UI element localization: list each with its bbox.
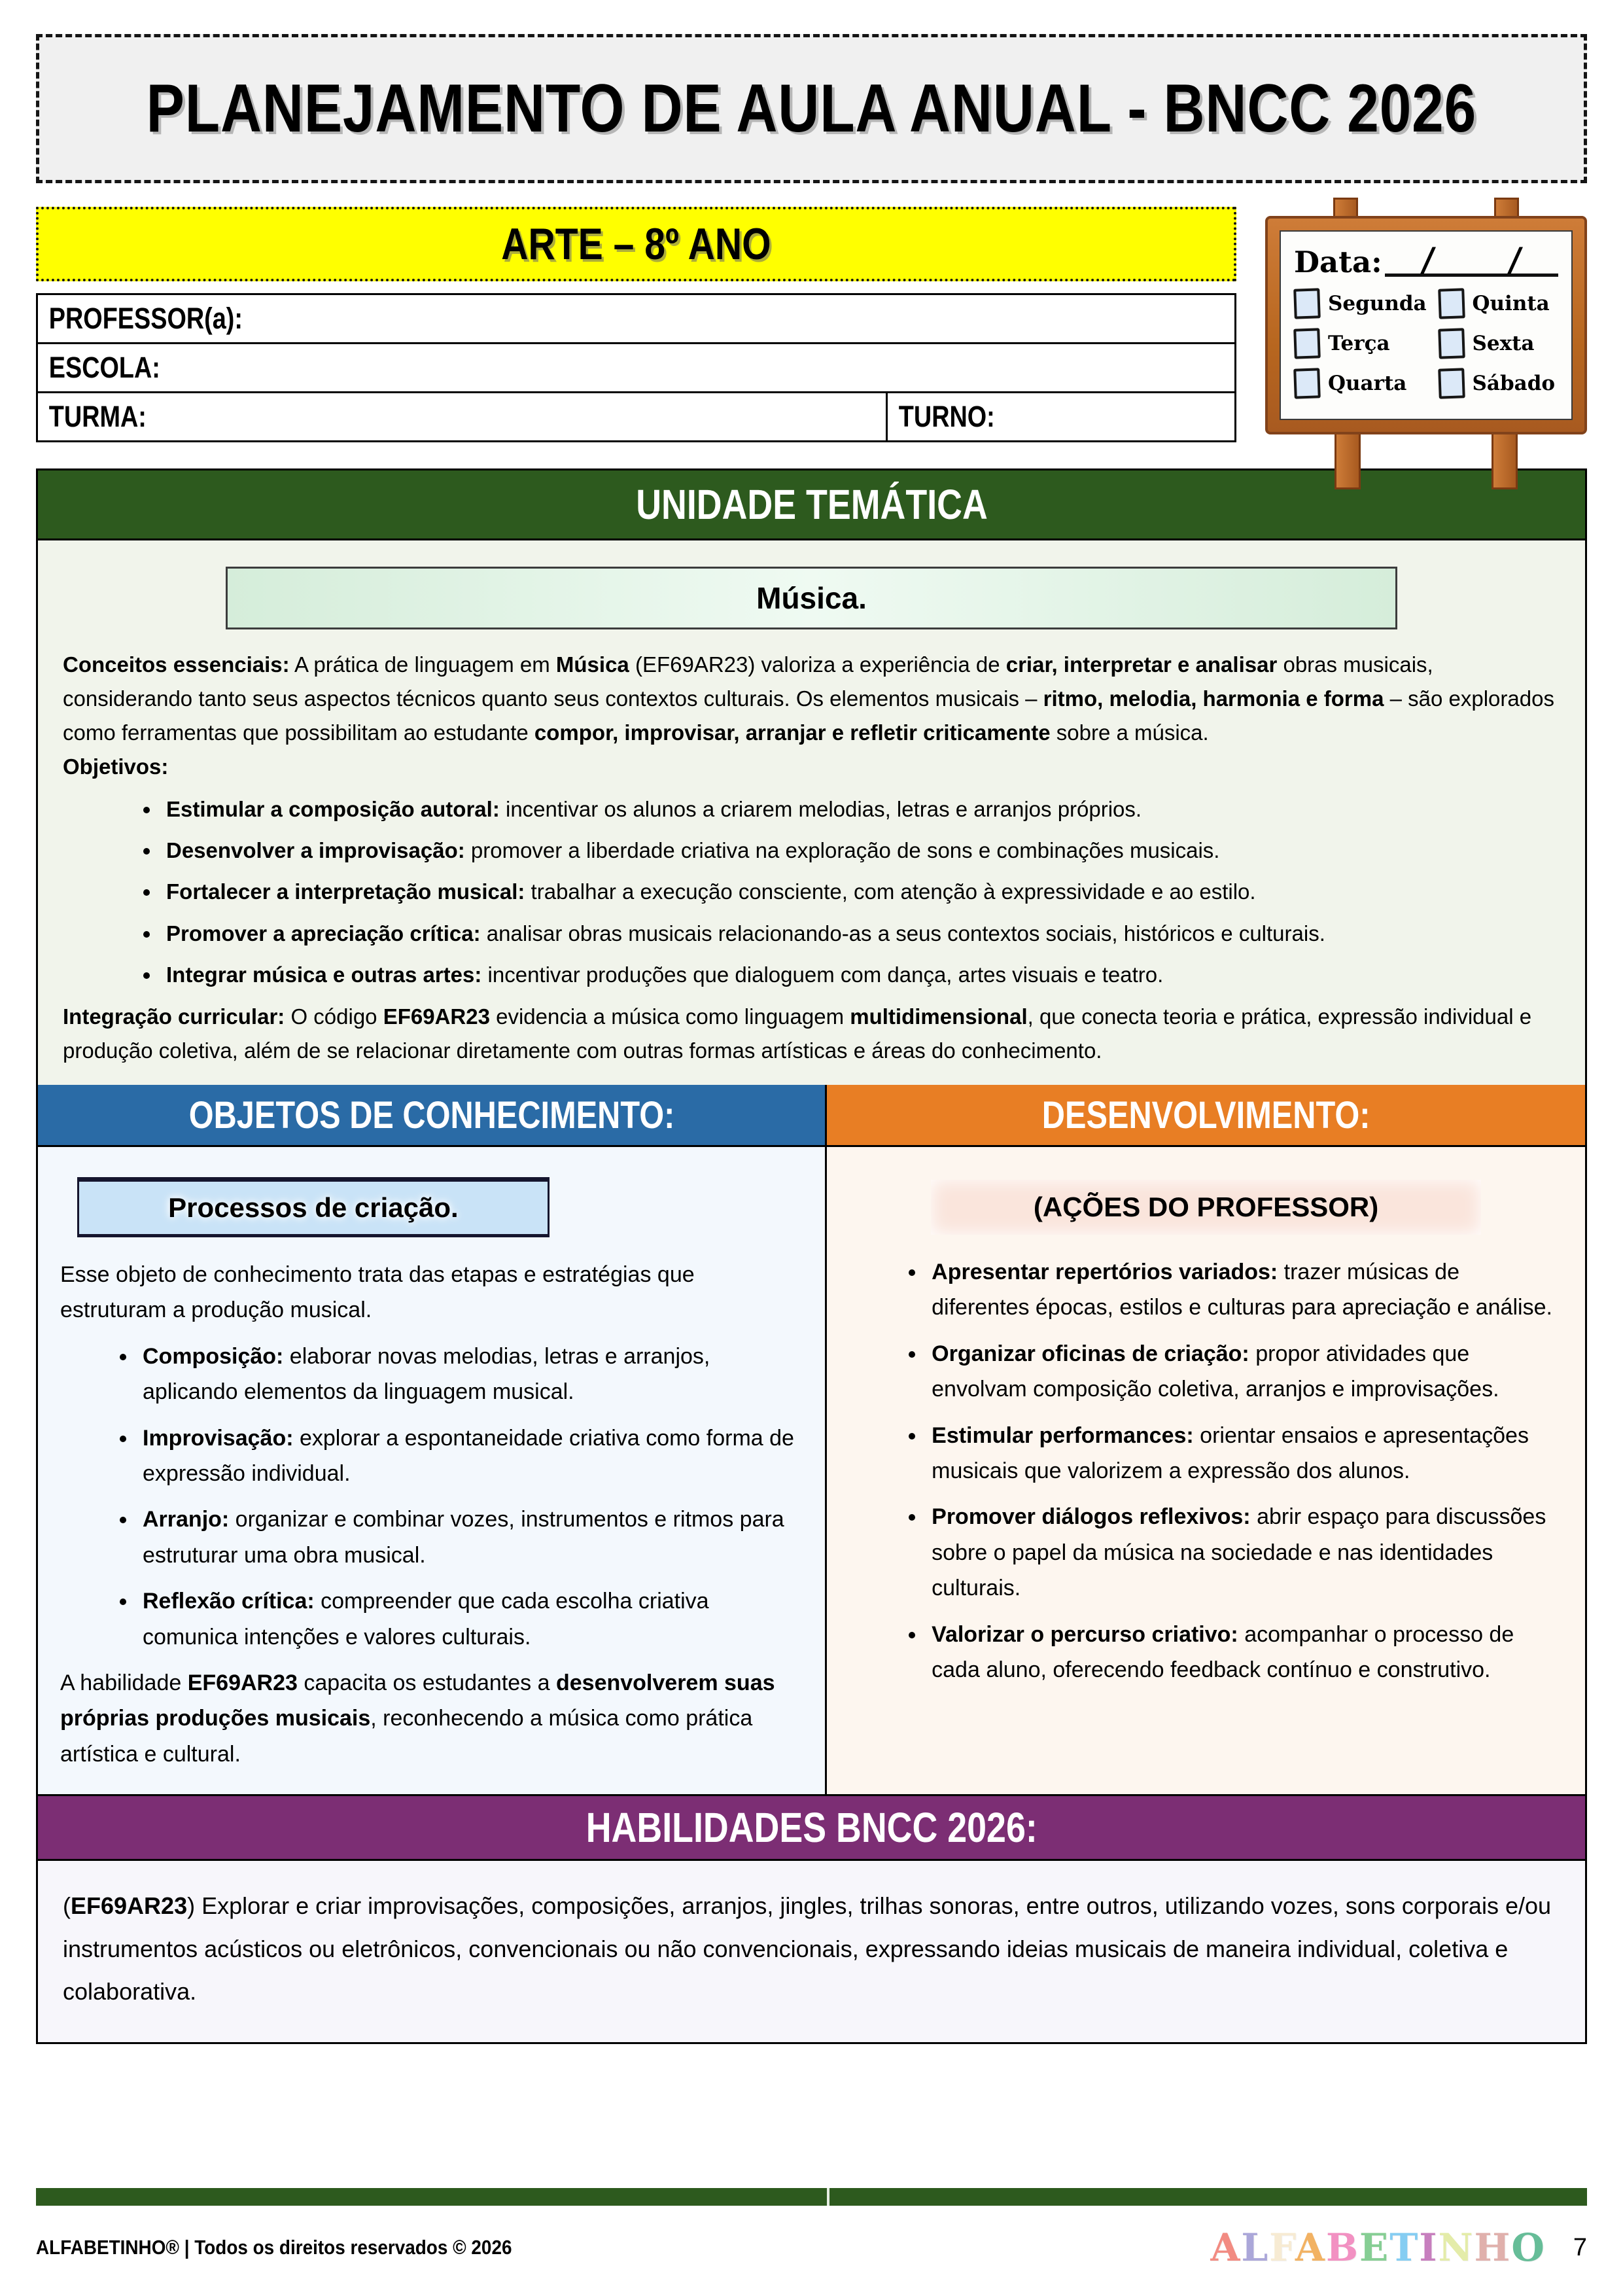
- board-frame: [1265, 216, 1587, 434]
- section-header-habilidades: [38, 1794, 1585, 1861]
- unidade-section: [38, 540, 1585, 1085]
- date-board: [1265, 208, 1587, 451]
- turma-turno-row: [38, 393, 1234, 440]
- date-slash: /: [1506, 239, 1524, 279]
- objetos-list: [60, 1339, 803, 1655]
- document-title: PLANEJAMENTO DE AULA ANUAL - BNCC 2026: [146, 70, 1477, 147]
- section-header-desenvolvimento: [827, 1085, 1585, 1145]
- day-option-quarta: [1294, 368, 1436, 398]
- subject-banner: [36, 207, 1236, 281]
- list-item: • Estimular performances: orientar ensaios e apresentações musicais que valorizem a expressão dos alunos.: [926, 1418, 1563, 1489]
- logo-letter: T: [1389, 2225, 1420, 2270]
- list-item: • Arranjo: organizar e combinar vozes, instrumentos e ritmos para estruturar uma obra musical.: [137, 1502, 803, 1573]
- objetos-intro-paragraph: Esse objeto de conhecimento trata das etapas e estratégias que estruturam a produção musical.: [60, 1262, 695, 1323]
- escola-input-field[interactable]: [184, 344, 1235, 391]
- integracao-paragraph: Integração curricular: O código EF69AR23 evidencia a música como linguagem multidimensional, que conecta teoria e prática, expressão individual e produção coletiva, além de se relacionar diretamente com outras formas artísticas e áreas do conhecimento.: [63, 1004, 1532, 1063]
- turma-cell: [38, 393, 888, 440]
- document-title-box: [36, 34, 1587, 183]
- list-item: • Valorizar o percurso criativo: acompanhar o processo de cada aluno, oferecendo feedback contínuo e construtivo.: [926, 1617, 1563, 1688]
- objetos-outro-paragraph: A habilidade EF69AR23 capacita os estudantes a desenvolverem suas próprias produções musicais, reconhecendo a música como prática artística e cultural.: [60, 1670, 775, 1767]
- logo-letter: O: [1511, 2225, 1546, 2270]
- day-option-terca: [1294, 328, 1436, 359]
- professor-row: [38, 295, 1234, 344]
- day-checkbox-segunda[interactable]: [1293, 288, 1321, 319]
- habilidades-paragraph: (EF69AR23) Explorar e criar improvisações, composições, arranjos, jingles, trilhas sonoras, entre outros, utilizando vozes, sons corporais e/ou instrumentos acústicos ou eletrônicos, convencionais ou não convencionais, expressando ideias musicais de maneira individual, coletiva e colaborativa.: [63, 1892, 1552, 2005]
- habilidades-header-label: HABILIDADES BNCC 2026:: [585, 1804, 1038, 1852]
- day-label: Terça: [1328, 332, 1390, 355]
- day-checkbox-terca[interactable]: [1293, 328, 1321, 359]
- logo-letter: A: [1210, 2225, 1242, 2270]
- list-item: • Reflexão crítica: compreender que cada escolha criativa comunica intenções e valores culturais.: [137, 1583, 803, 1655]
- list-item: • Improvisação: explorar a espontaneidade criativa como forma de expressão individual.: [137, 1421, 803, 1492]
- turno-input-field[interactable]: [1015, 393, 1234, 440]
- date-row: [1294, 241, 1558, 277]
- list-item: • Promover a apreciação crítica: analisar obras musicais relacionando-as a seus contextos sociais, históricos e culturais.: [161, 917, 1560, 950]
- escola-label: ESCOLA:: [48, 351, 160, 384]
- day-checkbox-quarta[interactable]: [1293, 368, 1321, 398]
- objetivos-list: [63, 792, 1560, 992]
- topic-musica-label: Música.: [756, 581, 867, 615]
- board-surface: [1280, 230, 1573, 420]
- list-item: • Apresentar repertórios variados: trazer músicas de diferentes épocas, estilos e culturas para apreciação e análise.: [926, 1254, 1563, 1326]
- desenvolvimento-column: [827, 1147, 1585, 1794]
- objetos-column: [38, 1147, 827, 1794]
- board-leg-icon: [1492, 432, 1518, 489]
- turno-cell: [888, 393, 1234, 440]
- topic-box-musica: [226, 567, 1397, 629]
- weekday-checklist: [1294, 289, 1558, 398]
- header-row: [36, 207, 1587, 451]
- footer-right: [1210, 2225, 1587, 2270]
- day-label: Segunda: [1328, 292, 1427, 315]
- day-option-sabado: [1439, 368, 1559, 398]
- list-item: • Composição: elaborar novas melodias, letras e arranjos, aplicando elementos da linguagem musical.: [137, 1339, 803, 1410]
- desenvolvimento-list: [849, 1254, 1563, 1687]
- logo-letter: E: [1359, 2225, 1390, 2270]
- logo-letter: A: [1295, 2225, 1326, 2270]
- unidade-header-label: UNIDADE TEMÁTICA: [635, 481, 988, 528]
- page-number: 7: [1573, 2233, 1587, 2261]
- day-label: Quarta: [1328, 372, 1407, 395]
- list-item: • Organizar oficinas de criação: propor atividades que envolvam composição coletiva, arranjos e improvisações.: [926, 1336, 1563, 1407]
- list-item: • Fortalecer a interpretação musical: trabalhar a execução consciente, com atenção à expressividade e ao estilo.: [161, 875, 1560, 908]
- day-checkbox-sabado[interactable]: [1438, 368, 1465, 398]
- day-option-sexta: [1439, 328, 1559, 359]
- acoes-professor-label-box: [931, 1180, 1481, 1235]
- date-slash: /: [1419, 239, 1437, 279]
- conceitos-paragraph: Conceitos essenciais: A prática de linguagem em Música (EF69AR23) valoriza a experiência de criar, interpretar e analisar obras musicais, considerando tanto seus aspectos técnicos quanto seus contextos culturais. Os elementos musicais – ritmo, melodia, harmonia e forma – são explorados como ferramentas que possibilitam ao estudante compor, improvisar, arranjar e refletir criticamente sobre a música.: [63, 652, 1554, 745]
- professor-input-field[interactable]: [282, 295, 1234, 342]
- list-item: • Desenvolver a improvisação: promover a liberdade criativa na exploração de sons e combinações musicais.: [161, 834, 1560, 867]
- list-item: • Estimular a composição autoral: incentivar os alunos a criarem melodias, letras e arranjos próprios.: [161, 792, 1560, 826]
- columns-body: [38, 1145, 1585, 1794]
- date-label: Data:: [1294, 245, 1382, 279]
- list-item: • Integrar música e outras artes: incentivar produções que dialoguem com dança, artes visuais e teatro.: [161, 958, 1560, 991]
- logo-letter: I: [1419, 2225, 1439, 2270]
- logo-letter: B: [1325, 2225, 1359, 2270]
- logo-letter: F: [1269, 2225, 1295, 2270]
- day-label: Sexta: [1472, 332, 1535, 355]
- desenvolvimento-header-label: DESENVOLVIMENTO:: [1041, 1093, 1370, 1137]
- turma-label: TURMA:: [48, 400, 147, 433]
- objetos-header-label: OBJETOS DE CONHECIMENTO:: [188, 1093, 674, 1137]
- list-item: • Promover diálogos reflexivos: abrir espaço para discussões sobre o papel da música na sociedade e nas identidades culturais.: [926, 1499, 1563, 1606]
- objetivos-label: Objetivos:: [63, 754, 169, 779]
- subject-banner-label: ARTE – 8º ANO: [501, 219, 771, 269]
- date-input-line[interactable]: [1385, 241, 1558, 277]
- logo-letter: H: [1474, 2225, 1512, 2270]
- logo-letter: L: [1241, 2225, 1270, 2270]
- turma-input-field[interactable]: [167, 393, 885, 440]
- habilidades-section: [38, 1861, 1585, 2042]
- columns-header-row: [38, 1085, 1585, 1145]
- header-left: [36, 207, 1236, 451]
- escola-row: [38, 344, 1234, 393]
- topic-processos-label: Processos de criação.: [168, 1192, 459, 1224]
- day-option-quinta: [1439, 289, 1559, 319]
- professor-label: PROFESSOR(a):: [48, 302, 243, 335]
- logo-letter: N: [1438, 2225, 1475, 2270]
- day-checkbox-quinta[interactable]: [1438, 288, 1465, 319]
- main-table: [36, 468, 1587, 2044]
- day-label: Quinta: [1472, 292, 1550, 315]
- day-checkbox-sexta[interactable]: [1438, 328, 1465, 359]
- day-label: Sábado: [1472, 372, 1556, 395]
- footer: [36, 2188, 1587, 2270]
- topic-box-processos: [77, 1177, 550, 1237]
- copyright-text: ALFABETINHO® | Todos os direitos reservados © 2026: [36, 2236, 512, 2259]
- board-leg-icon: [1335, 432, 1361, 489]
- acoes-professor-label: (AÇÕES DO PROFESSOR): [1033, 1192, 1379, 1223]
- info-table: [36, 293, 1236, 442]
- turno-label: TURNO:: [898, 400, 995, 433]
- footer-divider-bar: [36, 2188, 1587, 2206]
- footer-row: [36, 2225, 1587, 2270]
- alfabetinho-logo: [1210, 2225, 1546, 2270]
- section-header-objetos: [38, 1085, 827, 1145]
- day-option-segunda: [1294, 289, 1436, 319]
